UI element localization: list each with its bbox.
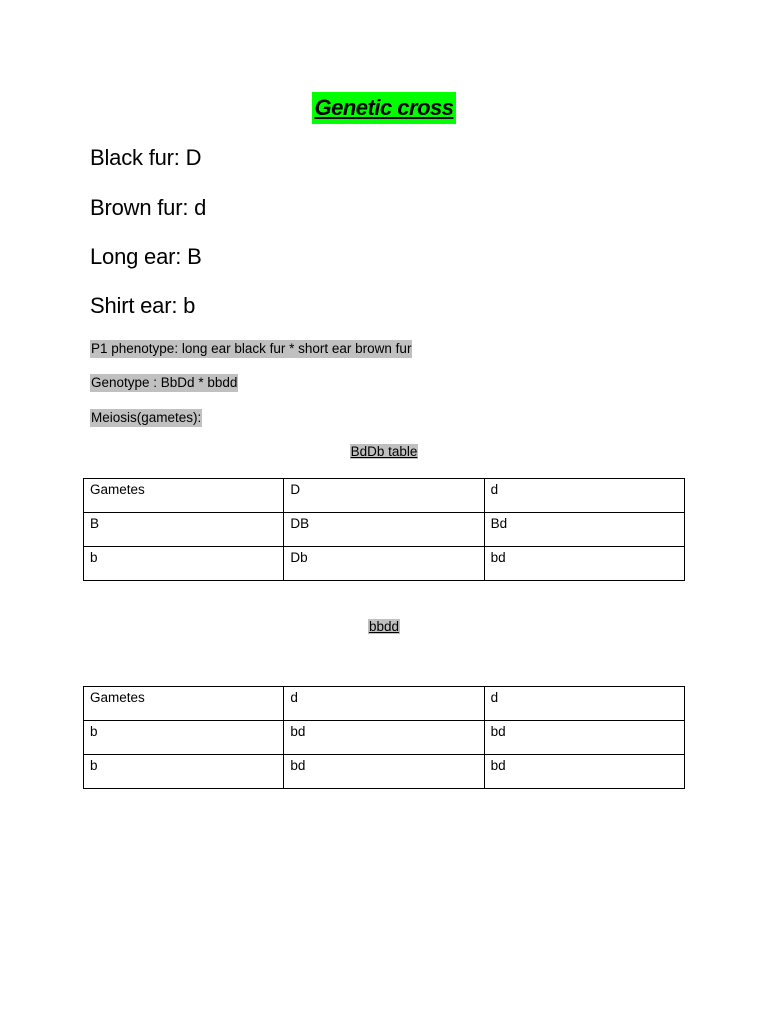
table1-caption: BdDb table: [350, 444, 418, 459]
p1-phenotype-line: P1 phenotype: long ear black fur * short ear brown fur: [91, 341, 412, 356]
table-cell: d: [484, 479, 684, 513]
table-row: [84, 513, 685, 547]
table-cell: bd: [484, 547, 684, 581]
table-cell: b: [84, 547, 284, 581]
table-row: [84, 479, 685, 513]
legend-short-ear: Shirt ear: b: [90, 293, 196, 318]
table-row: [84, 687, 685, 721]
gamete-table-bddb: [83, 478, 685, 581]
table-cell: B: [84, 513, 284, 547]
table1-caption-block: [0, 443, 768, 461]
table-cell: Gametes: [84, 479, 284, 513]
table-cell: bd: [484, 755, 684, 789]
table-cell: Db: [284, 547, 484, 581]
legend-long-ear: Long ear: B: [90, 244, 202, 269]
table-cell: DB: [284, 513, 484, 547]
table-cell: d: [284, 687, 484, 721]
gamete-table-bbdd: [83, 686, 685, 789]
meiosis-line: Meiosis(gametes):: [91, 410, 202, 425]
table-cell: b: [84, 721, 284, 755]
legend-brown-fur: Brown fur: d: [90, 195, 207, 220]
table-cell: bd: [284, 721, 484, 755]
title-block: [0, 92, 768, 124]
genotype-line: Genotype : BbDd * bbdd: [91, 375, 238, 390]
table-cell: bd: [284, 755, 484, 789]
table-cell: Bd: [484, 513, 684, 547]
table-row: [84, 721, 685, 755]
table-cell: Gametes: [84, 687, 284, 721]
table-cell: b: [84, 755, 284, 789]
table-cell: bd: [484, 721, 684, 755]
legend-black-fur: Black fur: D: [90, 145, 202, 170]
table-row: [84, 755, 685, 789]
page-title: Genetic cross: [312, 92, 455, 124]
table-cell: D: [284, 479, 484, 513]
table-row: [84, 547, 685, 581]
table2-caption: bbdd: [368, 619, 400, 634]
table-cell: d: [484, 687, 684, 721]
table2-caption-block: [0, 618, 768, 636]
